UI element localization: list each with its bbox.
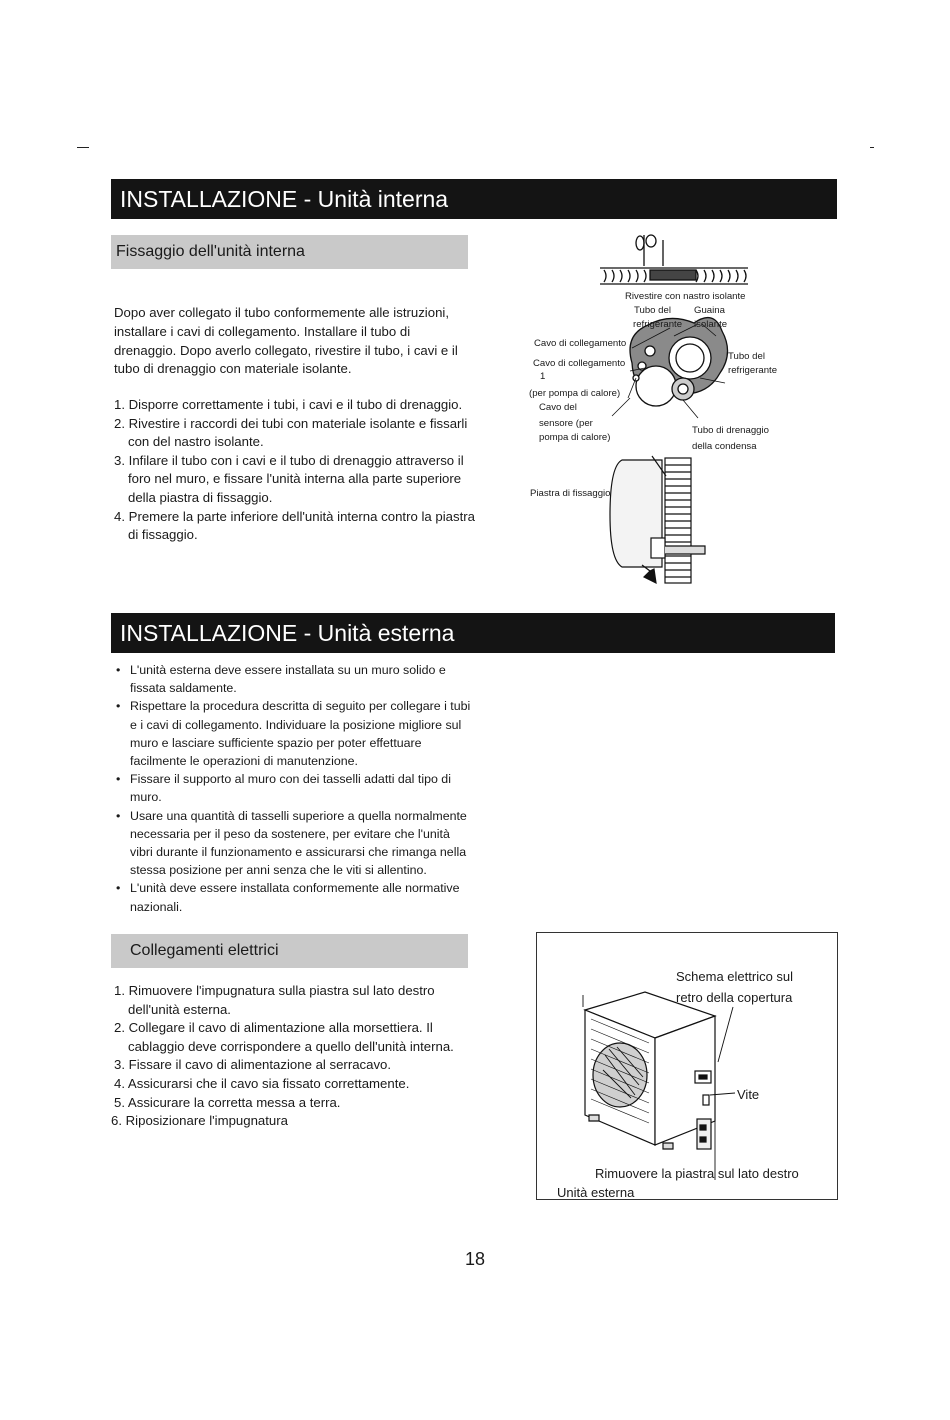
outdoor-bullet: • Usare una quantità di tasselli superiore a quella normalmente necessaria per il peso da sostenere, per evitare che l'unità vibri durante il funzionamento e assicurarsi che rimanga nella stessa posizione per anni senza che le viti si allentino. xyxy=(112,807,474,880)
label-connection-cable: Cavo di collegamento xyxy=(534,338,627,349)
electrical-step: 1. Rimuovere l'impugnatura sulla piastra sul lato destro dell'unità esterna. xyxy=(114,983,435,1017)
indoor-intro-text: Dopo aver collegato il tubo conformemente alle istruzioni, installare i cavi di collegamento. Installare il tubo di drenaggio. Dopo averlo collegato, rivestire il tubo, i cavi e il tubo di drenaggio con materiale isolante. xyxy=(114,305,458,377)
label-refrigerant-pipe-2: refrigerante xyxy=(728,365,778,376)
label-refrigerant-pipe-1: Tubo del xyxy=(728,351,765,362)
subheading-fixing-indoor: Fissaggio dell'unità interna xyxy=(111,235,468,269)
label-sheath-1: Guaina xyxy=(694,305,725,316)
indoor-unit-wall-illustration xyxy=(610,456,705,583)
electrical-step: 2. Collegare il cavo di alimentazione alla morsettiera. Il cablaggio deve corrispondere a quello dell'unità interna. xyxy=(114,1020,454,1054)
electrical-step: 4. Assicurarsi che il cavo sia fissato correttamente. xyxy=(114,1075,410,1091)
electrical-step: 6. Riposizionare l'impugnatura xyxy=(111,1113,288,1129)
label-outdoor-unit: Unità esterna xyxy=(557,1185,635,1200)
label-pipe-2: refrigerante xyxy=(633,319,683,330)
label-sheath-2: isolante xyxy=(694,319,728,330)
label-wrap-tape: Rivestire con nastro isolante xyxy=(625,291,746,302)
label-sensor-3: pompa di calore) xyxy=(539,432,611,443)
crop-mark-right xyxy=(870,147,874,148)
label-screw: Vite xyxy=(737,1087,760,1102)
label-wiring-diagram-1: Schema elettrico sul xyxy=(676,969,794,984)
label-sensor-2: sensore (per xyxy=(539,418,593,429)
label-sensor-1: Cavo del xyxy=(539,402,577,413)
label-drain-2: della condensa xyxy=(692,441,757,452)
electrical-step: 3. Fissare il cavo di alimentazione al serracavo. xyxy=(114,1057,392,1073)
section-title-outdoor: INSTALLAZIONE - Unità esterna xyxy=(111,613,835,653)
indoor-step: 1. Disporre correttamente i tubi, i cavi e il tubo di drenaggio. xyxy=(114,397,463,412)
subheading-electrical: Collegamenti elettrici xyxy=(111,934,468,968)
electrical-steps-list xyxy=(111,982,474,1131)
outdoor-bullet: • L'unità esterna deve essere installata su un muro solido e fissata saldamente. xyxy=(112,661,474,697)
electrical-step: 5. Assicurare la corretta messa a terra. xyxy=(114,1094,341,1110)
outdoor-bullets-list xyxy=(112,661,474,916)
indoor-step: 3. Infilare il tubo con i cavi e il tubo di drenaggio attraverso il foro nel muro, e fissare l'unità interna alla parte superiore della piastra di fissaggio. xyxy=(114,452,464,505)
indoor-steps-list xyxy=(114,396,476,545)
label-mounting-plate: Piastra di fissaggio xyxy=(530,488,611,499)
label-connection-cable-1-num: 1 xyxy=(540,371,546,382)
label-wiring-diagram-2: retro della copertura xyxy=(676,990,793,1005)
label-pipe-1: Tubo del xyxy=(634,305,671,316)
label-remove-plate: Rimuovere la piastra sul lato destro xyxy=(595,1166,799,1181)
indoor-step: 2. Rivestire i raccordi dei tubi con materiale isolante e fissarli con del nastro isolante. xyxy=(114,415,468,450)
label-connection-cable-1: Cavo di collegamento xyxy=(533,358,626,369)
outdoor-bullet: • Fissare il supporto al muro con dei tasselli adatti dal tipo di muro. xyxy=(112,770,474,806)
label-heat-pump: (per pompa di calore) xyxy=(529,388,621,399)
outdoor-bullet: • L'unità deve essere installata conformemente alle normative nazionali. xyxy=(112,879,474,915)
taped-pipe-illustration xyxy=(600,235,748,284)
indoor-step: 4. Premere la parte inferiore dell'unità interna contro la piastra di fissaggio. xyxy=(114,508,475,543)
label-drain-1: Tubo di drenaggio xyxy=(692,425,769,436)
page-number: 18 xyxy=(464,1249,486,1269)
crop-mark-left xyxy=(77,147,89,148)
outdoor-bullet: • Rispettare la procedura descritta di seguito per collegare i tubi e i cavi di collegamento. Individuare la posizione migliore sul muro e lasciare sufficiente spazio per poter effettuare facilmente le operazioni di manutenzione. xyxy=(112,697,474,770)
section-title-indoor: INSTALLAZIONE - Unità interna xyxy=(111,179,837,219)
outdoor-unit-illustration xyxy=(575,985,745,1155)
